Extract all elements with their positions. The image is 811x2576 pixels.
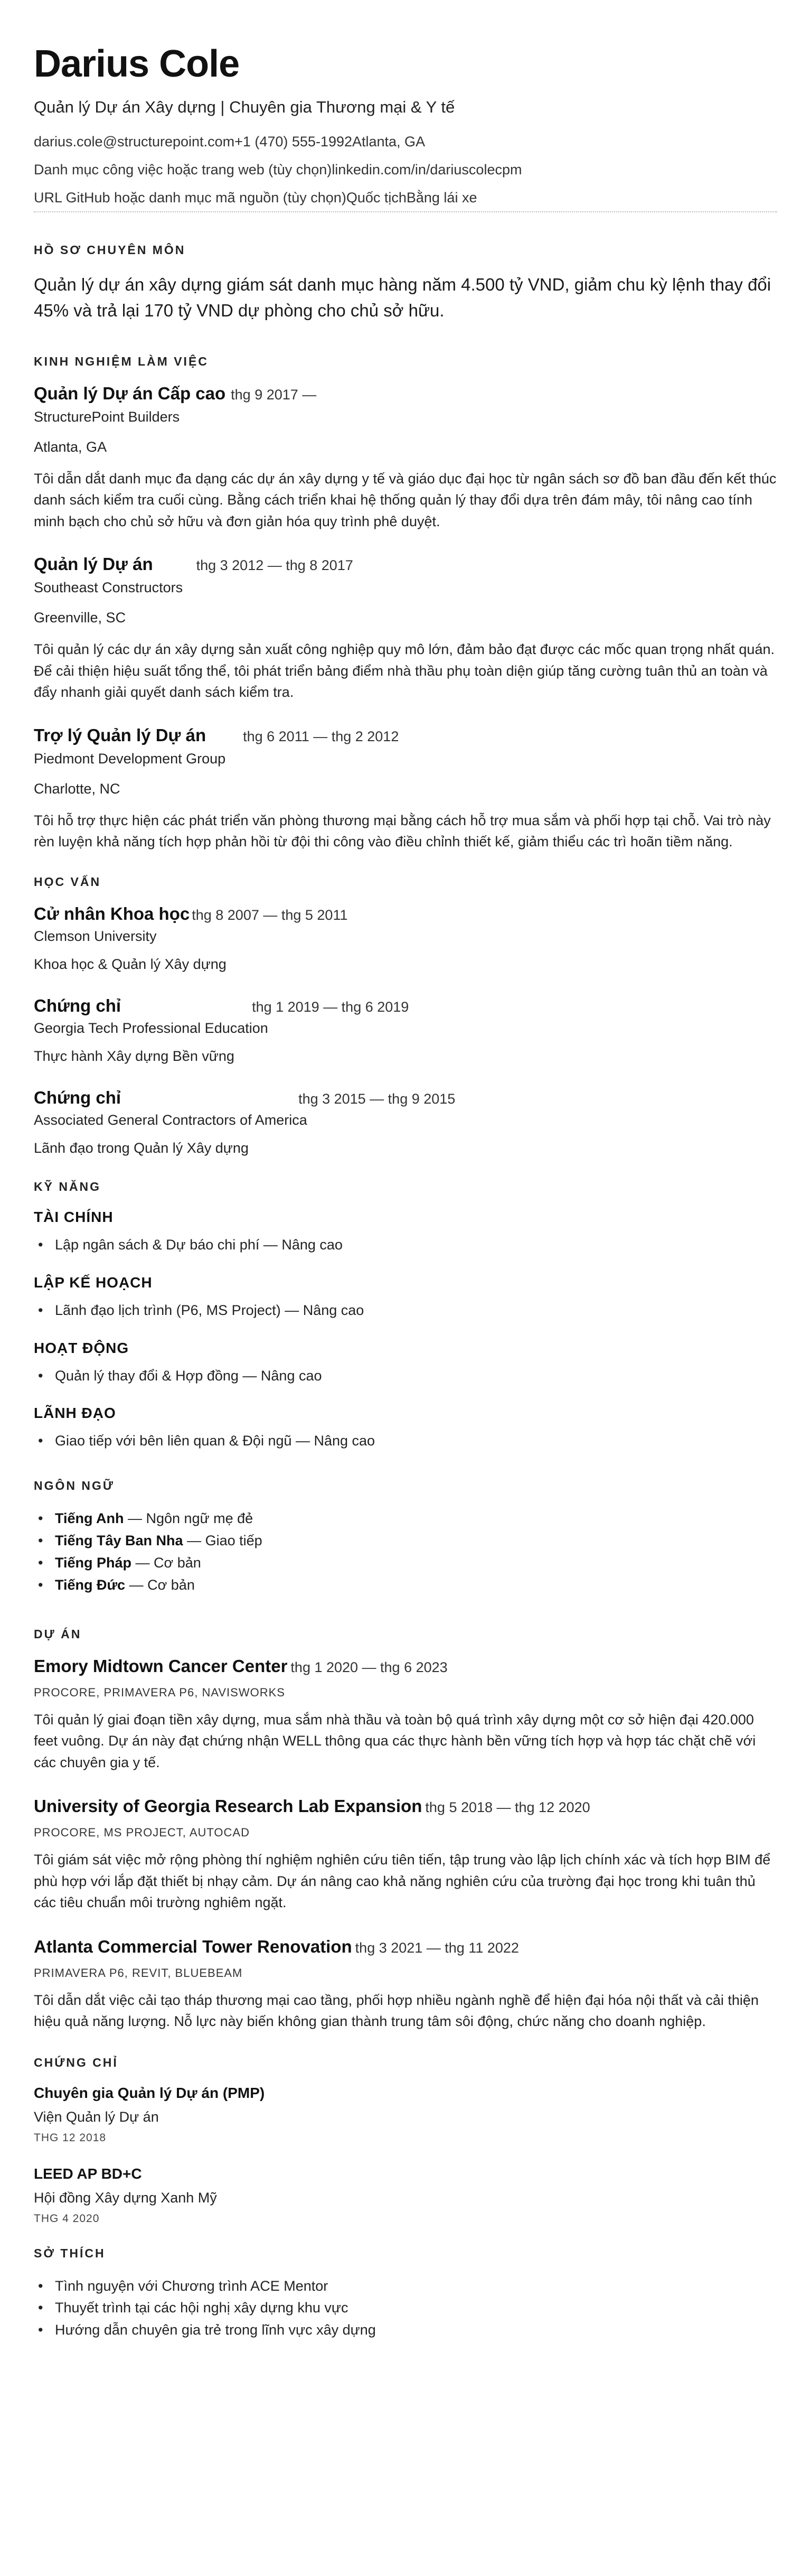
contact-row-extra bbox=[34, 190, 777, 206]
education-dates: thg 3 2015 — thg 9 2015 bbox=[298, 1090, 456, 1107]
skill-group bbox=[34, 1209, 777, 1256]
experience-role: Quản lý Dự án bbox=[34, 554, 153, 574]
contact-phone[interactable]: +1 (470) 555-1992 bbox=[234, 134, 352, 150]
education-degree: Chứng chỉ bbox=[34, 995, 121, 1015]
education-school: Georgia Tech Professional Education bbox=[34, 1020, 268, 1036]
certification-org: Hội đồng Xây dựng Xanh Mỹ bbox=[34, 2189, 217, 2206]
section-interests bbox=[34, 2246, 777, 2342]
language-item bbox=[34, 1508, 777, 1530]
education-field: Khoa học & Quản lý Xây dựng bbox=[34, 956, 227, 972]
experience-company: Southeast Constructors bbox=[34, 580, 183, 596]
certification-name: LEED AP BD+C bbox=[34, 2165, 142, 2182]
experience-location: Charlotte, NC bbox=[34, 780, 120, 797]
language-item bbox=[34, 1552, 777, 1574]
certification-date: THG 4 2020 bbox=[34, 2212, 100, 2225]
project-name: Atlanta Commercial Tower Renovation bbox=[34, 1936, 352, 1956]
project-dates: thg 3 2021 — thg 11 2022 bbox=[355, 1939, 519, 1956]
profile-summary: Quản lý dự án xây dựng giám sát danh mục hàng năm 4.500 tỷ VND, giảm chu kỳ lệnh thay đổi 45% và trả lại 170 tỷ VND dự phòng cho chủ sở hữu. bbox=[34, 275, 771, 321]
project-tools: PROCORE, MS PROJECT, AUTOCAD bbox=[34, 1826, 250, 1840]
experience-role: Trợ lý Quản lý Dự án bbox=[34, 725, 206, 745]
project-name: Emory Midtown Cancer Center bbox=[34, 1656, 288, 1676]
contact-divider bbox=[34, 211, 777, 212]
skill-group bbox=[34, 1405, 777, 1452]
experience-location: Greenville, SC bbox=[34, 610, 126, 626]
education-entry bbox=[34, 904, 777, 973]
project-name: University of Georgia Research Lab Expansion bbox=[34, 1796, 422, 1816]
section-title-languages: NGÔN NGỮ bbox=[34, 1479, 115, 1493]
section-title-profile: HỒ SƠ CHUYÊN MÔN bbox=[34, 243, 186, 257]
section-title-interests: SỞ THÍCH bbox=[34, 2246, 106, 2260]
project-entry bbox=[34, 1656, 777, 1774]
candidate-name: Darius Cole bbox=[34, 43, 240, 85]
language-level: — Giao tiếp bbox=[183, 1533, 262, 1549]
interest-item: • Thuyết trình tại các hội nghị xây dựng khu vực bbox=[34, 2297, 777, 2319]
experience-entry bbox=[34, 554, 777, 703]
candidate-headline: Quản lý Dự án Xây dựng | Chuyên gia Thương mại & Y tế bbox=[34, 98, 455, 117]
skill-item: • Lãnh đạo lịch trình (P6, MS Project) — Nâng cao bbox=[34, 1300, 777, 1322]
experience-company: StructurePoint Builders bbox=[34, 408, 180, 425]
experience-entry bbox=[34, 384, 777, 533]
certification-name: Chuyên gia Quản lý Dự án (PMP) bbox=[34, 2084, 265, 2101]
section-title-skills: KỸ NĂNG bbox=[34, 1179, 101, 1193]
contact-row-links bbox=[34, 162, 777, 178]
skill-item: • Giao tiếp với bên liên quan & Đội ngũ — Nâng cao bbox=[34, 1430, 777, 1452]
project-entry bbox=[34, 1937, 777, 2032]
language-level: — Cơ bản bbox=[131, 1554, 201, 1571]
section-title-experience: KINH NGHIỆM LÀM VIỆC bbox=[34, 354, 209, 368]
interest-list bbox=[34, 2275, 777, 2342]
section-skills bbox=[34, 1180, 777, 1452]
experience-description: Tôi quản lý các dự án xây dựng sản xuất công nghiệp quy mô lớn, đảm bảo đạt được các mốc quan trọng nhất quán. Để cải thiện hiệu suất tổng thể, tôi phát triển bảng điểm nhà thầu phụ toàn diện giúp tăng cường tuân thủ an toàn và đẩy nhanh giải quyết danh sách kiểm tra. bbox=[34, 641, 775, 701]
language-item bbox=[34, 1574, 777, 1597]
project-dates: thg 1 2020 — thg 6 2023 bbox=[290, 1659, 448, 1675]
skill-category: TÀI CHÍNH bbox=[34, 1208, 114, 1225]
education-entry bbox=[34, 996, 777, 1065]
contact-github[interactable]: URL GitHub hoặc danh mục mã nguồn (tùy chọn) bbox=[34, 190, 346, 206]
section-projects bbox=[34, 1627, 777, 2032]
language-list bbox=[34, 1508, 777, 1596]
contact-row-primary bbox=[34, 134, 777, 150]
experience-description: Tôi hỗ trợ thực hiện các phát triển văn phòng thương mại bằng cách hỗ trợ mua sắm và phối hợp tại chỗ. Vai trò này rèn luyện khả năng tích hợp phản hồi từ đội thi công vào điều chỉnh thiết kế, giảm thiểu các trì hoãn tiềm năng. bbox=[34, 812, 771, 850]
education-school: Clemson University bbox=[34, 928, 157, 944]
section-profile bbox=[34, 243, 777, 324]
experience-company: Piedmont Development Group bbox=[34, 750, 226, 767]
education-school: Associated General Contractors of America bbox=[34, 1112, 307, 1128]
education-entry bbox=[34, 1088, 777, 1156]
contact-portfolio[interactable]: Danh mục công việc hoặc trang web (tùy chọn) bbox=[34, 162, 332, 178]
education-degree: Cử nhân Khoa học bbox=[34, 903, 190, 923]
interest-item: • Hướng dẫn chuyên gia trẻ trong lĩnh vực xây dựng bbox=[34, 2319, 777, 2341]
skill-group bbox=[34, 1340, 777, 1387]
education-dates: thg 8 2007 — thg 5 2011 bbox=[192, 907, 348, 923]
certification-date: THG 12 2018 bbox=[34, 2131, 107, 2144]
experience-dates: thg 6 2011 — thg 2 2012 bbox=[243, 728, 399, 744]
section-title-education: HỌC VẤN bbox=[34, 874, 101, 889]
language-name: Tiếng Đức bbox=[55, 1576, 126, 1593]
language-name: Tiếng Anh bbox=[55, 1510, 124, 1527]
skill-item: • Lập ngân sách & Dự báo chi phí — Nâng cao bbox=[34, 1234, 777, 1256]
language-level: — Ngôn ngữ mẹ đẻ bbox=[124, 1510, 253, 1527]
education-degree: Chứng chỉ bbox=[34, 1087, 121, 1107]
skill-category: LẬP KẾ HOẠCH bbox=[34, 1274, 153, 1291]
certification-entry bbox=[34, 2085, 777, 2144]
language-name: Tiếng Pháp bbox=[55, 1554, 132, 1571]
experience-location: Atlanta, GA bbox=[34, 438, 107, 455]
education-dates: thg 1 2019 — thg 6 2019 bbox=[252, 998, 409, 1015]
certification-entry bbox=[34, 2166, 777, 2225]
section-education bbox=[34, 875, 777, 1156]
project-description: Tôi dẫn dắt việc cải tạo tháp thương mại cao tầng, phối hợp nhiều ngành nghề để hiện đại hóa nội thất và cải thiện hiệu quả năng lượng. Nỗ lực này biến không gian thành trung tâm sôi động, chức năng cho doanh nghiệp. bbox=[34, 1992, 759, 2030]
section-experience bbox=[34, 354, 777, 853]
interest-item: • Tình nguyện với Chương trình ACE Mentor bbox=[34, 2275, 777, 2298]
contact-nationality: Quốc tịch bbox=[346, 190, 407, 206]
project-tools: PROCORE, PRIMAVERA P6, NAVISWORKS bbox=[34, 1685, 285, 1699]
skill-category: HOẠT ĐỘNG bbox=[34, 1339, 129, 1356]
section-certifications bbox=[34, 2056, 777, 2225]
contact-location: Atlanta, GA bbox=[352, 134, 426, 150]
education-field: Thực hành Xây dựng Bền vững bbox=[34, 1048, 234, 1064]
experience-entry bbox=[34, 725, 777, 853]
project-tools: PRIMAVERA P6, REVIT, BLUEBEAM bbox=[34, 1966, 243, 1980]
section-languages bbox=[34, 1479, 777, 1596]
contact-license: Bằng lái xe bbox=[406, 190, 477, 206]
section-title-projects: DỰ ÁN bbox=[34, 1627, 82, 1641]
project-description: Tôi quản lý giai đoạn tiền xây dựng, mua sắm nhà thầu và toàn bộ quá trình xây dựng một cơ sở hiện đại 420.000 feet vuông. Dự án này đạt chứng nhận WELL thông qua các thực hành bền vững tích hợp và hợp tác chặt chẽ với các chuyên gia y tế. bbox=[34, 1711, 756, 1770]
experience-role: Quản lý Dự án Cấp cao bbox=[34, 383, 226, 403]
experience-description: Tôi dẫn dắt danh mục đa dạng các dự án xây dựng y tế và giáo dục đại học từ ngân sách sơ đồ ban đầu đến kết thúc danh sách kiểm tra cuối cùng. Bằng cách triển khai hệ thống quản lý thay đổi dựa trên đám mây, tôi nâng cao tính minh bạch cho chủ sở hữu và đơn giản hóa quy trình phê duyệt. bbox=[34, 470, 777, 529]
skill-group bbox=[34, 1274, 777, 1322]
experience-dates: thg 9 2017 — bbox=[231, 386, 317, 403]
language-item bbox=[34, 1530, 777, 1552]
language-level: — Cơ bản bbox=[125, 1576, 195, 1593]
contact-linkedin[interactable]: linkedin.com/in/dariuscolecpm bbox=[332, 162, 522, 178]
skill-category: LÃNH ĐẠO bbox=[34, 1405, 116, 1422]
experience-dates: thg 3 2012 — thg 8 2017 bbox=[196, 557, 353, 574]
project-dates: thg 5 2018 — thg 12 2020 bbox=[425, 1799, 590, 1816]
language-name: Tiếng Tây Ban Nha bbox=[55, 1533, 183, 1549]
project-entry bbox=[34, 1796, 777, 1914]
contact-email[interactable]: darius.cole@structurepoint.com bbox=[34, 134, 235, 150]
project-description: Tôi giám sát việc mở rộng phòng thí nghiệm nghiên cứu tiên tiến, tập trung vào lập lịch chính xác và tích hợp BIM để phù hợp với lắp đặt thiết bị nhạy cảm. Dự án nâng cao khả năng nghiên cứu của trường đại học trong khi tuân thủ các tiêu chuẩn môi trường nghiêm ngặt. bbox=[34, 1852, 771, 1911]
section-title-certifications: CHỨNG CHỈ bbox=[34, 2055, 118, 2069]
skill-item: • Quản lý thay đổi & Hợp đồng — Nâng cao bbox=[34, 1365, 777, 1387]
certification-org: Viện Quản lý Dự án bbox=[34, 2108, 159, 2125]
education-field: Lãnh đạo trong Quản lý Xây dựng bbox=[34, 1140, 249, 1156]
